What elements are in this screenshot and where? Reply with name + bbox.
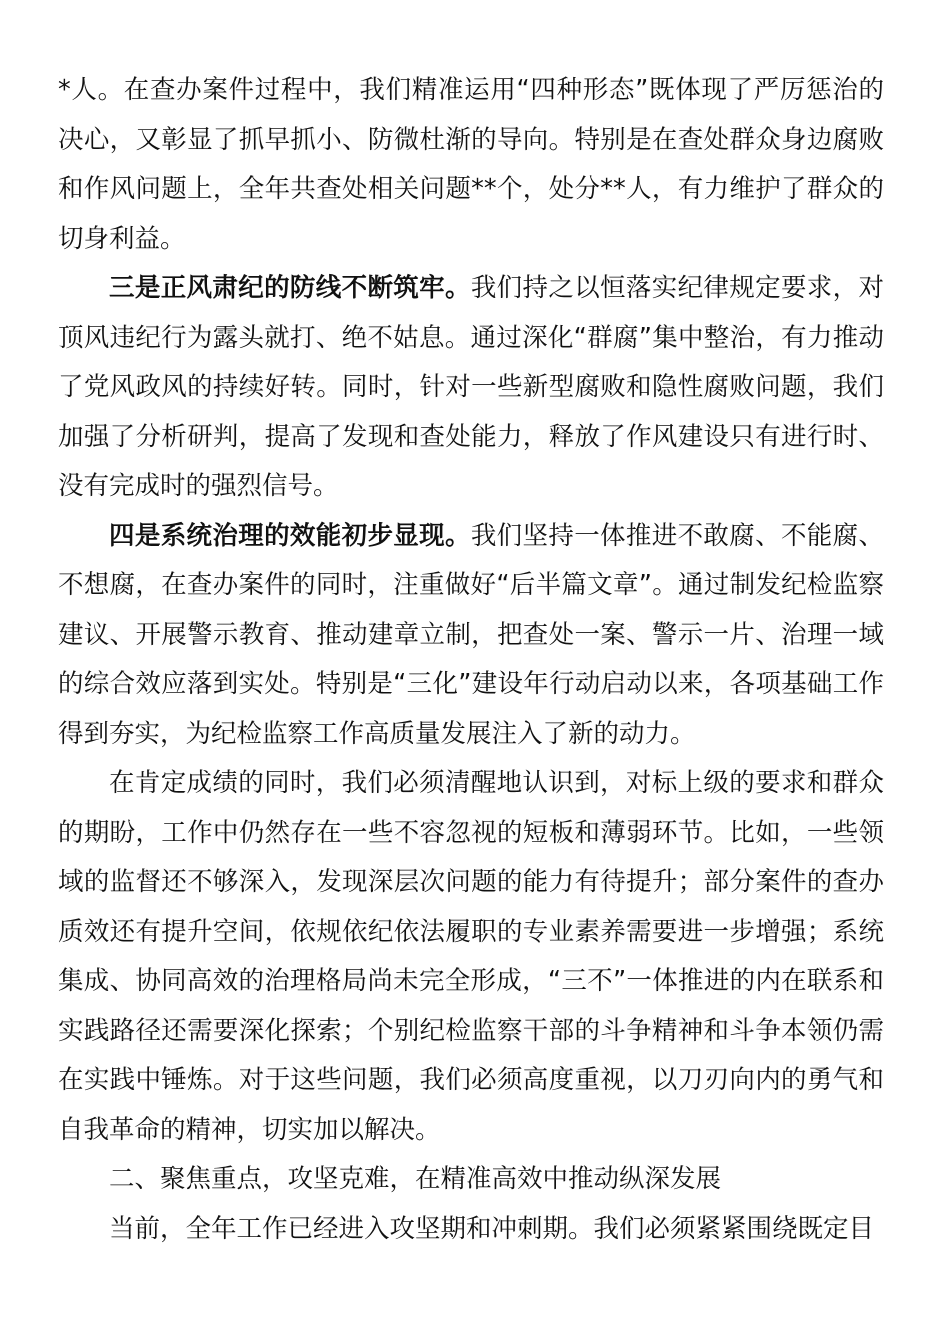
paragraph-point-three — [58, 264, 884, 512]
paragraph-closing: 当前，全年工作已经进入攻坚期和冲刺期。我们必须紧紧围绕既定目 — [109, 1213, 875, 1244]
paragraph-continuation — [58, 66, 884, 264]
paragraph-text: *人。在查办案件过程中，我们精准运用“四种形态”既体现了严厉惩治的决心，又彰显了抓早抓小、防微杜渐的导向。特别是在查处群众身边腐败和作风问题上，全年共查处相关问题**个，处分**人，有力维护了群众的切身利益。 — [58, 75, 884, 254]
paragraph-lead: 四是系统治理的效能初步显现。 — [109, 520, 471, 551]
paragraph-text: 在肯定成绩的同时，我们必须清醒地认识到，对标上级的要求和群众的期盼，工作中仍然存在一些不容忽视的短板和薄弱环节。比如，一些领域的监督还不够深入，发现深层次问题的能力有待提升；部分案件的查办质效还有提升空间，依规依纪依法履职的专业素养需要进一步增强；系统集成、协同高效的治理格局尚未完全形成，“三不”一体推进的内在联系和实践路径还需要深化探索；个别纪检监察干部的斗争精神和斗争本领仍需在实践中锤炼。对于这些问题，我们必须高度重视，以刀刃向内的勇气和自我革命的精神，切实加以解决。 — [58, 768, 884, 1145]
paragraph-shortcomings — [58, 759, 884, 1155]
paragraph-point-four — [58, 512, 884, 760]
paragraph-text: 我们持之以恒落实纪律规定要求，对顶风违纪行为露头就打、绝不姑息。通过深化“群腐”集中整治，有力推动了党风政风的持续好转。同时，针对一些新型腐败和隐性腐败问题，我们加强了分析研判，提高了发现和查处能力，释放了作风建设只有进行时、没有完成时的强烈信号。 — [58, 273, 884, 501]
paragraph-lead: 三是正风肃纪的防线不断筑牢。 — [109, 273, 471, 303]
paragraph-text: 我们坚持一体推进不敢腐、不能腐、不想腐，在查办案件的同时，注重做好“后半篇文章”。通过制发纪检监察建议、开展警示教育、推动建章立制，把查处一案、警示一片、治理一域的综合效应落到实处。特别是“三化”建设年行动启动以来，各项基础工作得到夯实，为纪检监察工作高质量发展注入了新的动力。 — [58, 520, 884, 749]
document-page — [58, 66, 884, 1254]
section-heading: 二、聚焦重点，攻坚克难，在精准高效中推动纵深发展 — [109, 1164, 722, 1194]
